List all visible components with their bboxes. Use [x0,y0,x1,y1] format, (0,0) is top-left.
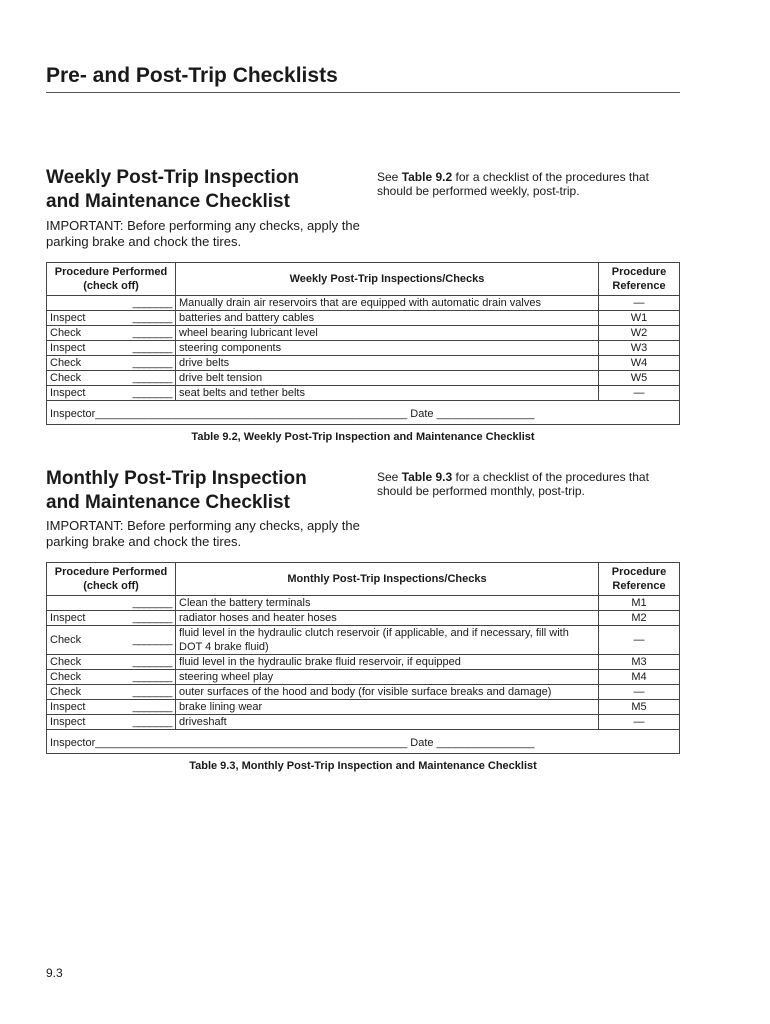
procedure-reference: M4 [599,670,680,685]
check-off-blank[interactable]: _______ [132,387,172,399]
check-off-blank[interactable]: _______ [132,597,172,609]
check-description: batteries and battery cables [176,311,599,326]
table-row [47,296,680,311]
check-off-blank[interactable]: _______ [132,342,172,354]
weekly-header-reference [599,263,680,296]
check-off-blank[interactable]: _______ [132,357,172,369]
procedure-reference: W5 [599,371,680,386]
check-off-blank[interactable]: _______ [132,656,172,668]
procedure-action: Inspect [50,312,86,324]
check-off-blank[interactable]: _______ [132,297,172,309]
page-number: 9.3 [46,966,63,980]
weekly-table-header [47,263,680,296]
weekly-intro-ref[interactable]: Table 9.2 [401,170,453,184]
procedure-check-cell[interactable] [47,715,176,730]
procedure-action: Check [50,656,82,668]
procedure-check-cell[interactable] [47,356,176,371]
weekly-header-ref-line1: Procedure [611,266,667,278]
check-description: seat belts and tether belts [176,386,599,401]
check-off-blank[interactable]: _______ [132,612,172,624]
procedure-action: Inspect [50,716,86,728]
monthly-table [46,562,680,754]
table-row [47,341,680,356]
weekly-table [46,262,680,425]
weekly-caption: Table 9.2, Weekly Post-Trip Inspection and Maintenance Checklist [191,431,535,443]
procedure-action: Check [50,357,82,369]
monthly-table-header [47,563,680,596]
monthly-rows [47,596,680,730]
procedure-check-cell[interactable] [47,296,176,311]
table-row [47,715,680,730]
procedure-reference: M1 [599,596,680,611]
table-row [47,371,680,386]
procedure-reference: W3 [599,341,680,356]
check-description: outer surfaces of the hood and body (for visible surface breaks and damage) [176,685,599,700]
procedure-action: Check [50,686,82,698]
procedure-check-cell[interactable] [47,655,176,670]
procedure-reference: — [599,626,680,655]
table-row [47,670,680,685]
weekly-header-checks: Weekly Post-Trip Inspections/Checks [176,263,599,296]
check-description: fluid level in the hydraulic brake fluid reservoir, if equipped [176,655,599,670]
procedure-reference: — [599,685,680,700]
procedure-reference: — [599,715,680,730]
table-row [47,326,680,341]
check-description: radiator hoses and heater hoses [176,611,599,626]
check-description: fluid level in the hydraulic clutch reservoir (if applicable, and if necessary, fill with DOT 4 brake fluid) [176,626,599,655]
monthly-header-proc-line2: (check off) [83,580,139,592]
weekly-header-proc-line1: Procedure Performed [54,266,168,278]
monthly-important: IMPORTANT: Before performing any checks, apply the parking brake and chock the tires. [46,518,360,549]
monthly-heading [46,467,346,515]
monthly-inspector-row [47,730,680,754]
procedure-check-cell[interactable] [47,341,176,356]
check-description: steering wheel play [176,670,599,685]
table-row [47,356,680,371]
check-off-blank[interactable]: _______ [132,634,172,646]
monthly-heading-line1: Monthly Post-Trip Inspection [46,468,307,489]
procedure-check-cell[interactable] [47,611,176,626]
monthly-header-reference [599,563,680,596]
weekly-heading [46,166,346,214]
procedure-check-cell[interactable] [47,326,176,341]
monthly-header-proc-line1: Procedure Performed [54,566,168,578]
monthly-header-ref-line1: Procedure [611,566,667,578]
procedure-check-cell[interactable] [47,371,176,386]
procedure-check-cell[interactable] [47,685,176,700]
procedure-action: Inspect [50,342,86,354]
check-off-blank[interactable]: _______ [132,327,172,339]
weekly-intro [377,170,677,198]
procedure-action: Check [50,327,82,339]
procedure-action: Inspect [50,701,86,713]
table-row [47,596,680,611]
procedure-reference: W2 [599,326,680,341]
procedure-check-cell[interactable] [47,386,176,401]
weekly-header-proc-line2: (check off) [83,280,139,292]
weekly-header-ref-line2: Reference [612,280,666,292]
check-description: steering components [176,341,599,356]
check-off-blank[interactable]: _______ [132,686,172,698]
procedure-action: Check [50,372,82,384]
monthly-intro-ref[interactable]: Table 9.3 [401,470,453,484]
weekly-important: IMPORTANT: Before performing any checks, apply the parking brake and chock the tires. [46,218,360,249]
monthly-heading-line2: and Maintenance Checklist [46,492,290,513]
procedure-action: Check [50,671,82,683]
monthly-header-checks: Monthly Post-Trip Inspections/Checks [176,563,599,596]
procedure-reference: W1 [599,311,680,326]
table-row [47,655,680,670]
monthly-intro-pre: See [377,470,402,484]
check-description: wheel bearing lubricant level [176,326,599,341]
check-description: Manually drain air reservoirs that are equipped with automatic drain valves [176,296,599,311]
procedure-reference: W4 [599,356,680,371]
procedure-reference: — [599,386,680,401]
table-row [47,386,680,401]
procedure-check-cell[interactable] [47,596,176,611]
procedure-reference: M3 [599,655,680,670]
monthly-inspector-line[interactable]: Inspector___________________________________________________ Date ________________ [47,730,680,754]
check-description: drive belts [176,356,599,371]
check-off-blank[interactable]: _______ [132,716,172,728]
table-row [47,311,680,326]
monthly-header-ref-line2: Reference [612,580,666,592]
procedure-reference: — [599,296,680,311]
weekly-intro-post: for a checklist of the procedures that should be performed weekly, post-trip. [377,170,649,198]
weekly-intro-pre: See [377,170,402,184]
check-description: brake lining wear [176,700,599,715]
table-row [47,626,680,655]
procedure-reference: M2 [599,611,680,626]
weekly-inspector-line[interactable]: Inspector___________________________________________________ Date ________________ [47,401,680,425]
check-off-blank[interactable]: _______ [132,312,172,324]
check-off-blank[interactable]: _______ [132,671,172,683]
table-row [47,685,680,700]
check-description: driveshaft [176,715,599,730]
procedure-action: Inspect [50,612,86,624]
procedure-check-cell[interactable] [47,700,176,715]
weekly-heading-line1: Weekly Post-Trip Inspection [46,167,300,188]
monthly-header-procedure [47,563,176,596]
table-row [47,611,680,626]
check-off-blank[interactable]: _______ [132,372,172,384]
check-off-blank[interactable]: _______ [132,701,172,713]
procedure-action: Check [50,634,82,646]
monthly-intro-post: for a checklist of the procedures that should be performed monthly, post-trip. [377,470,649,498]
procedure-check-cell[interactable] [47,670,176,685]
weekly-header-procedure [47,263,176,296]
weekly-inspector-row [47,401,680,425]
table-row [47,700,680,715]
procedure-check-cell[interactable] [47,311,176,326]
page-title: Pre- and Post-Trip Checklists [46,64,680,93]
monthly-caption: Table 9.3, Monthly Post-Trip Inspection and Maintenance Checklist [189,760,537,772]
procedure-check-cell[interactable] [47,626,176,655]
check-description: Clean the battery terminals [176,596,599,611]
weekly-heading-line2: and Maintenance Checklist [46,191,290,212]
weekly-rows [47,296,680,401]
monthly-intro [377,470,677,498]
procedure-reference: M5 [599,700,680,715]
check-description: drive belt tension [176,371,599,386]
procedure-action: Inspect [50,387,86,399]
